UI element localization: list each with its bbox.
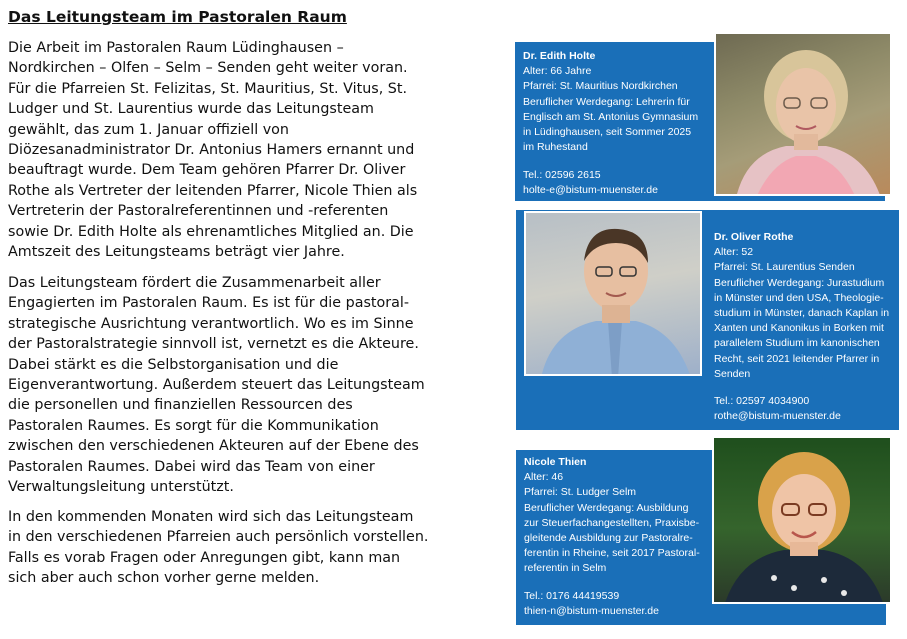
portrait-woman-photo [714,32,892,196]
member-phone: Tel.: 02596 2615 [523,169,601,181]
member-parish: Pfarrei: St. Ludger Selm [524,486,637,499]
member-career: Beruflicher Werdegang: Lehrerin für Englisch am St. Antonius Gymnasium in Lüdinghausen, seit Sommer 2025 im Ruhestand [523,95,699,154]
portrait-woman-photo [712,436,892,604]
portrait-rothe-illustration [526,213,702,376]
member-name: Nicole Thien [524,456,587,468]
portrait-holte-illustration [716,34,892,196]
member-age: Alter: 46 [524,471,564,484]
article-title: Das Leitungsteam im Pastoralen Raum [8,8,347,26]
member-email: rothe@bistum-muenster.de [714,410,841,423]
member-email: thien-n@bistum-muenster.de [524,605,659,618]
member-parish: Pfarrei: St. Laurentius Senden [714,261,855,274]
article-paragraph-3: In den kommenden Monaten wird sich das Leitungsteam in den verschiedenen Pfarreien auch persönlich vorstellen. Falls es vorab Fragen oder Anregungen gibt, kann man sich aber auch schon vorher gerne melden. [8,509,429,587]
member-age: Alter: 52 [714,246,754,259]
member-phone: Tel.: 0176 44419539 [524,590,620,602]
member-career: Beruflicher Werdegang: Ausbildung zur Steuerfachangestellten, Praxisbe- gleitende Ausbildung zur Pastoralre- ferentin in Rheine, seit 2017 Pastoral- referentin in Selm [524,501,700,575]
member-parish: Pfarrei: St. Mauritius Nordkirchen [523,80,678,93]
article-paragraph-2: Das Leitungsteam fördert die Zusammenarbeit aller Engagierten im Pastoralen Raum. Es ist für die pastoral- strategische Ausrichtung verantwortlich. Wo es im Sinne der Pastoralstrategie sinnvoll ist, vernetzt es die Akteure. Dabei stärkt es die Selbstorganisation und die Eigenverantwortung. Außerdem steuert das Leitungsteam die personellen und finanziellen Ressourcen des Pastoralen Raumes. Es sorgt für die Kommunikation zwischen den verschiedenen Akteuren auf der Ebene des Pastoralen Raumes. Dabei wird das Team von einer Verwaltungsleitung unterstützt. [8,275,425,496]
article-paragraph-1: Die Arbeit im Pastoralen Raum Lüdinghausen – Nordkirchen – Olfen – Selm – Senden geht weiter voran. Für die Pfarreien St. Felizitas, St. Mauritius, St. Vitus, St. Ludger und St. Laurentius wurde das Leitungsteam gewählt, das zum 1. Januar offiziell von Diözesanadministrator Dr. Antonius Hamers ernannt und beauftragt wurde. Dem Team gehören Pfarrer Dr. Oliver Rothe als Vertreter der leitenden Pfarrer, Nicole Thien als Vertreterin der Pastoralreferentinnen und -referenten sowie Dr. Edith Holte als ehrenamtliches Mitglied an. Die Amtszeit des Leitungsteams beträgt vier Jahre. [8,40,418,261]
member-name: Dr. Edith Holte [523,50,596,62]
member-phone: Tel.: 02597 4034900 [714,395,810,407]
member-age: Alter: 66 Jahre [523,65,592,78]
portrait-thien-illustration [714,438,892,604]
member-career: Beruflicher Werdegang: Jurastudium in Münster und den USA, Theologie- studium in Münster, danach Kaplan in Xanten und Kanonikus in Borken mit parallelem Studium im kanonischen Recht, seit 2021 leitender Pfarrer in Senden [714,276,890,380]
portrait-man-photo [524,211,702,376]
member-email: holte-e@bistum-muenster.de [523,184,658,197]
member-name: Dr. Oliver Rothe [714,231,794,243]
